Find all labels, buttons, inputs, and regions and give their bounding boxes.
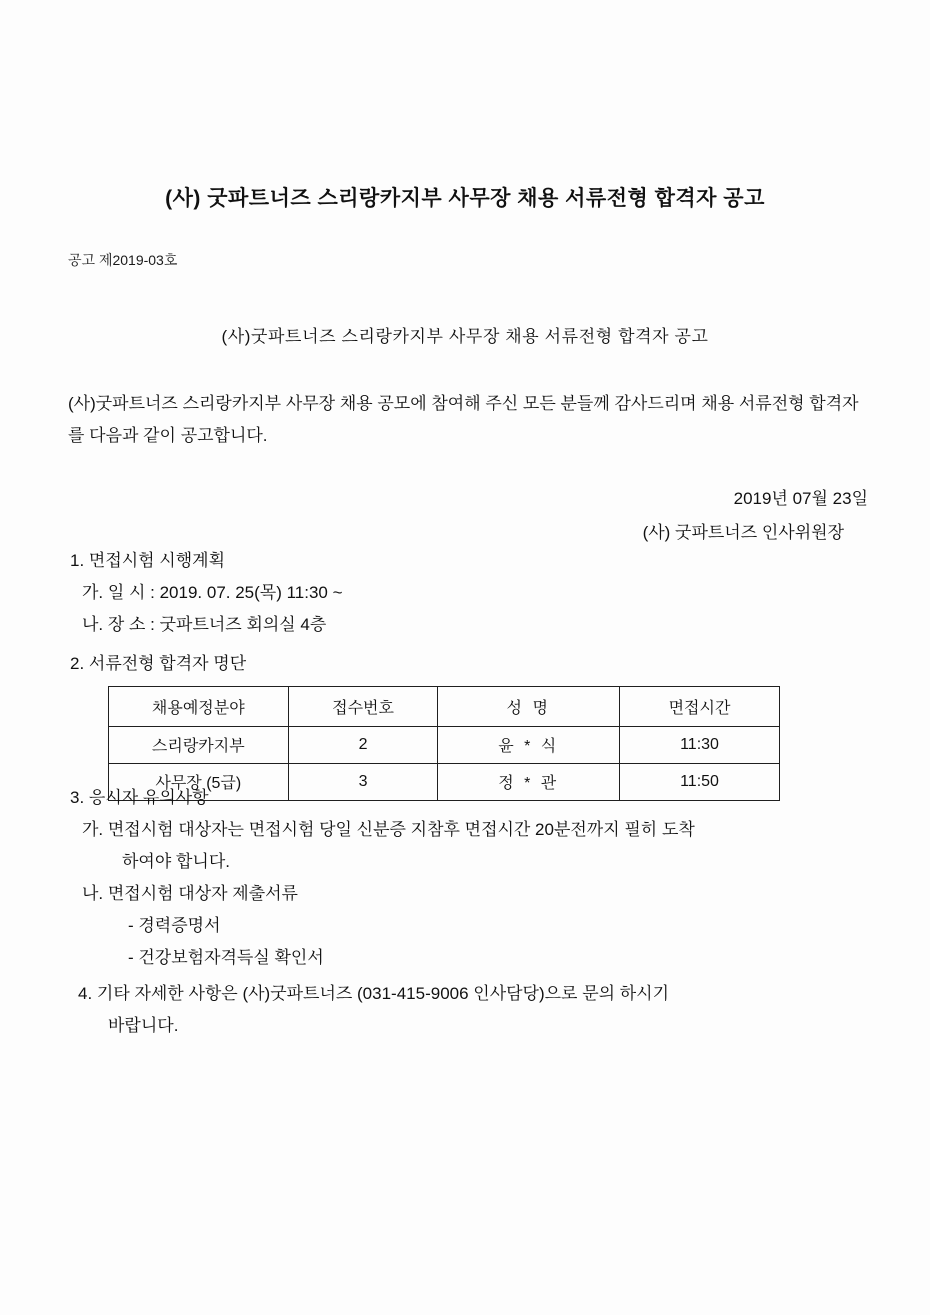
section-contact [78,978,878,1042]
cell-name: 윤 * 식 [438,727,620,764]
column-header-name: 성 명 [438,687,620,727]
document-subtitle: (사)굿파트너즈 스리랑카지부 사무장 채용 서류전형 합격자 공고 [221,327,709,346]
section3-item-b: 나. 면접시험 대상자 제출서류 [82,884,298,903]
section4-cont: 바랍니다. [108,1016,179,1035]
cell-field-line2: 사무장 (5급) [109,764,289,801]
issuer-name: (사) 굿파트너즈 인사위원장 [642,523,844,542]
table-row [109,727,780,764]
cell-time: 11:50 [620,764,780,801]
section1-item-a: 가. 일 시 : 2019. 07. 25(목) 11:30 ~ [82,583,343,602]
required-document-2: - 건강보험자격득실 확인서 [128,948,324,967]
cell-name: 정 * 관 [438,764,620,801]
section3-item-a: 가. 면접시험 대상자는 면접시험 당일 신분증 지참후 면접시간 20분전까지 필히 도착 [82,820,695,839]
page-title: (사) 굿파트너즈 스리랑카지부 사무장 채용 서류전형 합격자 공고 [165,187,765,210]
section3-heading: 3. 응시자 유의사항 [70,788,209,807]
notice-number: 공고 제2019-03호 [68,252,178,268]
section1-item-b: 나. 장 소 : 굿파트너즈 회의실 4층 [82,615,327,634]
cell-number: 3 [288,764,438,801]
column-header-number: 접수번호 [288,687,438,727]
section4-heading: 4. 기타 자세한 사항은 (사)굿파트너즈 (031-415-9006 인사담당)으로 문의 하시기 [78,984,670,1003]
section1-heading: 1. 면접시험 시행계획 [70,551,225,570]
section2-heading: 2. 서류전형 합격자 명단 [70,654,247,673]
issue-date: 2019년 07월 23일 [733,489,868,508]
section-interview-plan [70,545,880,641]
cell-time: 11:30 [620,727,780,764]
section3-item-a-cont: 하여야 합니다. [122,852,230,871]
cell-field-line1: 스리랑카지부 [109,727,289,764]
section-applicant-notes [70,782,880,974]
column-header-field: 채용예정분야 [109,687,289,727]
cell-number: 2 [288,727,438,764]
table-header-row [109,687,780,727]
required-document-1: - 경력증명서 [128,916,221,935]
column-header-time: 면접시간 [620,687,780,727]
date-issuer-block [0,482,868,550]
intro-paragraph: (사)굿파트너즈 스리랑카지부 사무장 채용 공모에 참여해 주신 모든 분들께 감사드리며 채용 서류전형 합격자를 다음과 같이 공고합니다. [68,394,859,445]
